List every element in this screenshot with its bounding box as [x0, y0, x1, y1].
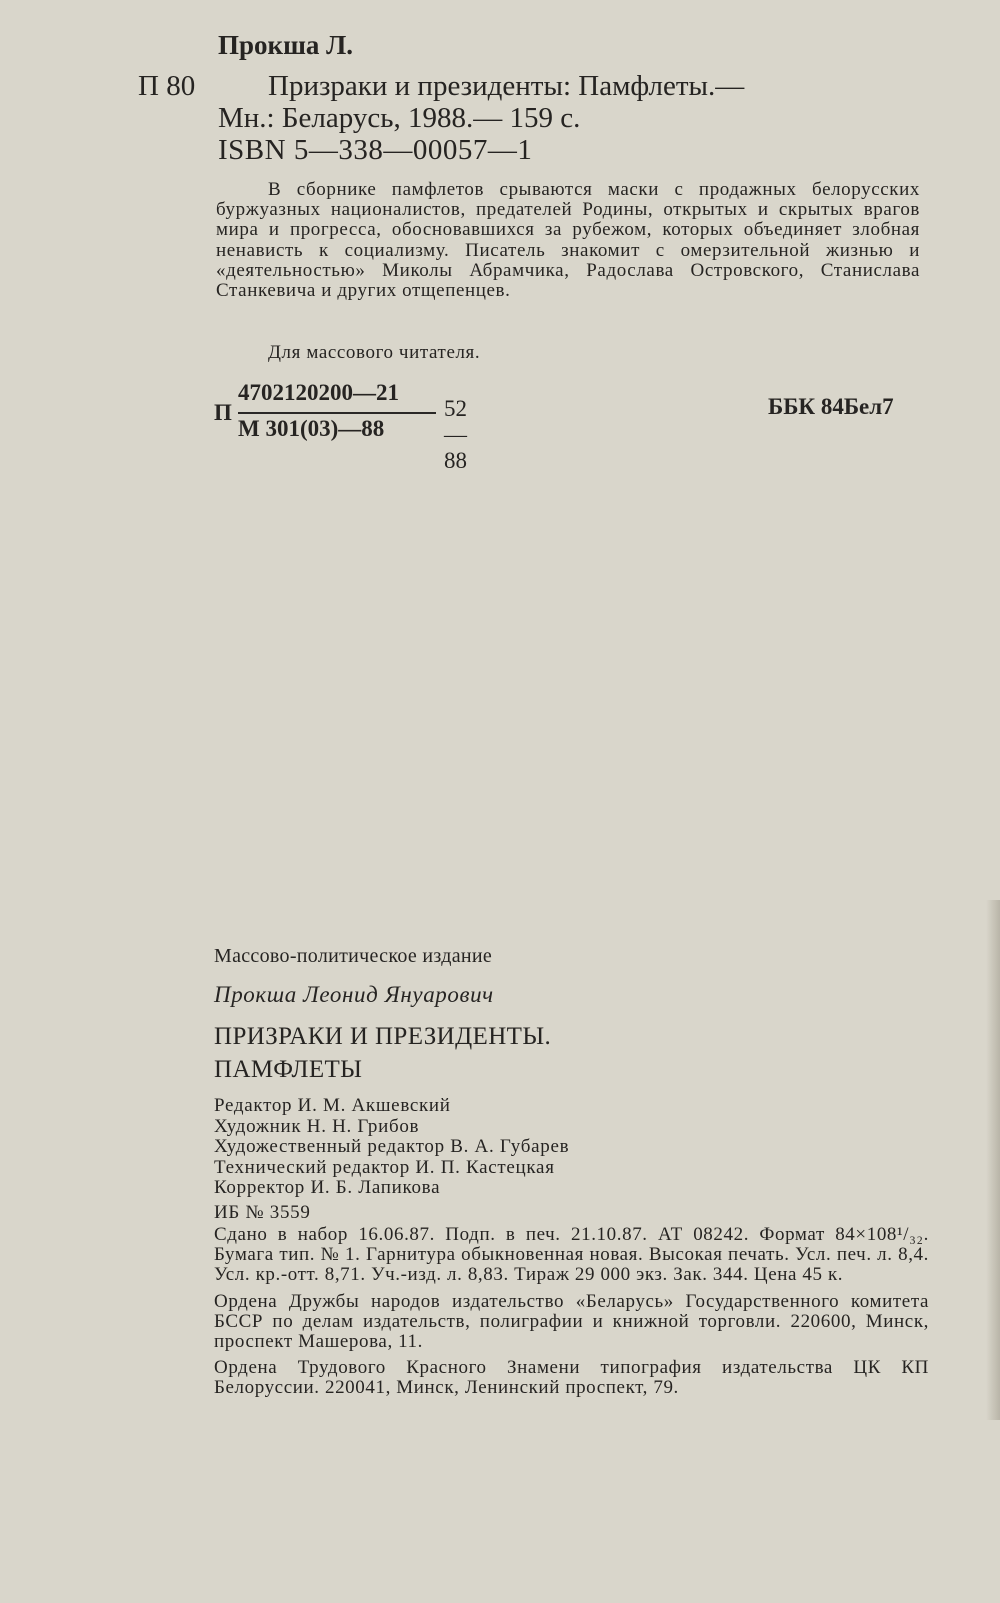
abstract-text: В сборнике памфлетов срываются маски с продажных белорусских буржуазных националистов, предателей Родины, открытых и скрытых врагов мира и прогресса, обосновавшихся за рубежом, которых объединяет злобная ненависть к социализму. Писатель знакомит с омерзительной жизнью и «деятельностью» Миколы Абрамчика, Радослава Островского, Станислава Станкевича и других отщепенцев.: [216, 179, 920, 302]
readership-note: Для массового читателя.: [268, 342, 481, 363]
author-full-name: Прокша Леонид Януарович: [214, 982, 494, 1007]
classification-denominator: М 301(03)—88: [238, 416, 385, 441]
staff-proofreader: Корректор И. Б. Лапикова: [214, 1177, 441, 1198]
staff-artist: Художник Н. Н. Грибов: [214, 1115, 420, 1137]
book-title-line-1: ПРИЗРАКИ И ПРЕЗИДЕНТЫ.: [214, 1023, 552, 1050]
classification-numerator: 4702120200—21: [238, 380, 399, 405]
book-title-entry: Призраки и президенты: Памфлеты.—: [268, 70, 745, 102]
library-code: П 80: [138, 70, 196, 102]
publisher-info: Ордена Дружбы народов издательство «Беларусь» Государственного комитета БССР по делам издательств, полиграфии и книжной торговли. 220600, Минск, проспект Машерова, 11.: [214, 1290, 929, 1353]
series-label: Массово-политическое издание: [214, 945, 493, 967]
fraction-bar: [238, 412, 436, 414]
staff-tech-editor: Технический редактор И. П. Кастецкая: [214, 1156, 555, 1178]
abstract: [216, 180, 920, 301]
ib-number: ИБ № 3559: [214, 1201, 311, 1223]
classification-suffix: 52—88: [444, 396, 467, 473]
classification-letter: П: [214, 400, 232, 425]
author-short: Прокша Л.: [218, 30, 353, 60]
imprint-section: [214, 945, 929, 1405]
bbk-code: ББК 84Бел7: [768, 394, 894, 419]
printer-info: Ордена Трудового Красного Знамени типография издательства ЦК КП Белоруссии. 220041, Минск, Ленинский проспект, 79.: [214, 1357, 929, 1399]
book-title-line-2: ПАМФЛЕТЫ: [214, 1056, 363, 1083]
page-edge-shadow: [986, 900, 1000, 1420]
publication-info: Мн.: Беларусь, 1988.— 159 с.: [218, 102, 581, 134]
print-details: Сдано в набор 16.06.87. Подп. в печ. 21.10.87. АТ 08242. Формат 84×108¹/₃₂. Бумага тип. № 1. Гарнитура обыкновенная новая. Высокая печать. Усл. печ. л. 8,4. Усл. кр.-отт. 8,71. Уч.-изд. л. 8,83. Тираж 29 000 экз. Зак. 344. Цена 45 к.: [214, 1224, 929, 1286]
isbn: ISBN 5—338—00057—1: [218, 134, 533, 166]
staff-editor: Редактор И. М. Акшевский: [214, 1095, 451, 1116]
staff-art-editor: Художественный редактор В. А. Губарев: [214, 1136, 570, 1157]
